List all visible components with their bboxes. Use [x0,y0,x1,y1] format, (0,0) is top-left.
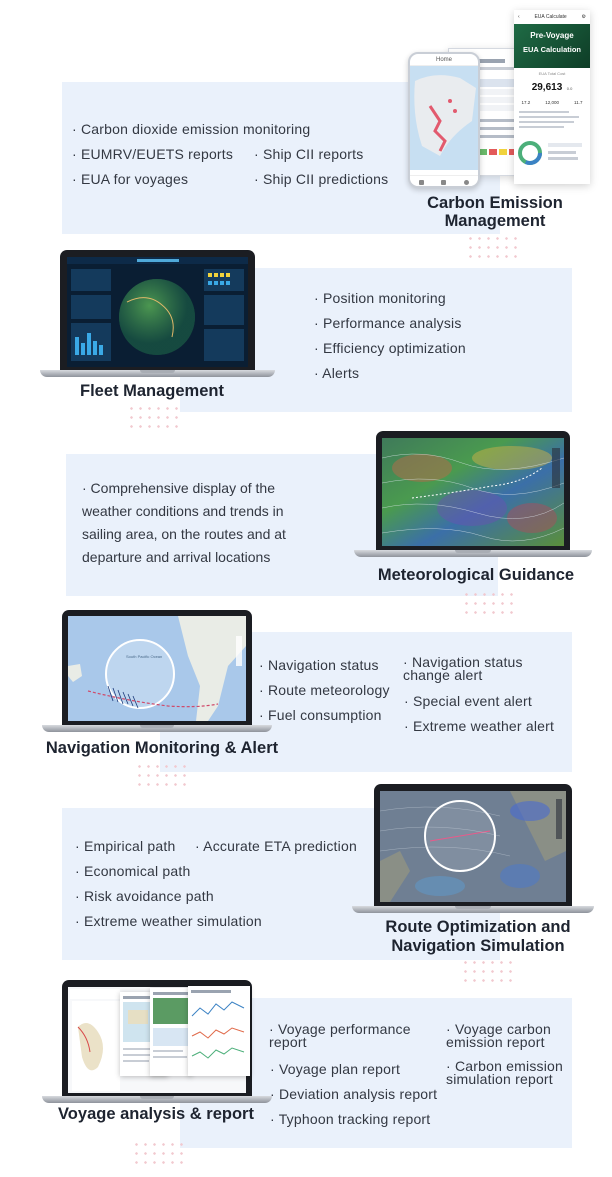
stat-3: 11.7 [574,100,583,105]
carbon-bullet-5: · Ship CII predictions [254,171,389,187]
decorative-dots [466,234,518,264]
fleet-title: Fleet Management [80,382,224,400]
home-tab-icon[interactable] [419,180,424,185]
value-label: EUA Total Cost [538,71,566,76]
fleet-bullet-3: · Efficiency optimization [314,340,466,356]
voyage-bullet-5: · Voyage carbon emission report [446,1021,551,1050]
phone-map [410,66,478,170]
decorative-dots [127,404,179,434]
decorative-dots [132,1140,184,1170]
navigation-bullet-6: · Extreme weather alert [404,718,555,734]
navigation-bullet-4: · Navigation status change alert [403,654,523,683]
navigation-laptop [42,610,272,733]
report-card-3 [188,986,250,1076]
navigation-bullet-3: · Fuel consumption [259,707,382,723]
voyage-bullet-4: · Typhoon tracking report [270,1111,431,1127]
voyage-bullet-3: · Deviation analysis report [270,1086,438,1102]
eua-banner [514,24,590,68]
carbon-bullet-1: · Carbon dioxide emission monitoring [72,121,311,137]
carbon-bullet-3: · Ship CII reports [254,146,364,162]
app-details [514,105,590,184]
mobile-phone [408,52,480,188]
eua-total-value: 29,613 [531,82,563,93]
route-laptop [352,784,594,914]
fleet-bullet-1: · Position monitoring [314,290,446,306]
route-bullet-2: · Accurate ETA prediction [195,838,357,854]
voyage-bullet-1: · Voyage performance report [269,1021,411,1050]
list-tab-icon[interactable] [441,180,446,185]
fleet-laptop [40,250,275,378]
settings-icon[interactable]: ⚙ [581,14,586,20]
banner-line-2: EUA Calculation [522,45,582,54]
meteo-title: Meteorological Guidance [377,566,575,584]
meteo-laptop [354,431,592,558]
report-card-2 [150,988,192,1076]
voyage-title: Voyage analysis & report [58,1105,254,1123]
decorative-dots [135,762,187,792]
user-tab-icon[interactable] [464,180,469,185]
route-title-line-1: Route Optimization and [385,918,571,936]
route-bullet-4: · Risk avoidance path [75,888,214,904]
eua-calculate-app [514,10,590,184]
carbon-bullet-4: · EUA for voyages [72,171,189,187]
carbon-title-line-2: Management [444,212,546,230]
app-header: EUA Calculate [534,14,567,20]
phone-header: Home [410,54,478,66]
navigation-map-screen [68,616,246,721]
meteo-description: · Comprehensive display of the weather conditions and trends in sailing area, on the routes and at departure and arrival locations [82,480,286,565]
navigation-title: Navigation Monitoring & Alert [45,739,279,757]
carbon-title-line-1: Carbon Emission [427,194,563,212]
voyage-bullet-6: · Carbon emission simulation report [446,1058,563,1087]
route-bullet-3: · Economical path [75,863,191,879]
route-title-line-2: Navigation Simulation [391,937,565,955]
stat-1: 17.2 [521,100,531,105]
navigation-bullet-5: · Special event alert [404,693,532,709]
decorative-dots [462,590,514,620]
carbon-bullet-2: · EUMRV/EUETS reports [72,146,234,162]
fleet-bullet-2: · Performance analysis [314,315,462,331]
fleet-dashboard-screen [67,257,248,367]
navigation-bullet-2: · Route meteorology [259,682,390,698]
stat-2: 12,000 [545,100,560,105]
voyage-bullet-2: · Voyage plan report [270,1061,401,1077]
back-icon[interactable]: ‹ [518,14,520,20]
route-bullet-5: · Extreme weather simulation [75,913,262,929]
decorative-dots [461,958,513,988]
banner-line-1: Pre-Voyage [530,31,574,40]
route-bullet-1: · Empirical path [75,838,176,854]
fleet-bullet-4: · Alerts [314,365,360,381]
route-simulation-screen [380,791,566,902]
map-ocean-label: South Pacific Ocean [126,654,163,659]
eua-total-unit: 0.0 [566,86,573,91]
weather-map-screen [382,438,564,546]
navigation-bullet-1: · Navigation status [259,657,379,673]
